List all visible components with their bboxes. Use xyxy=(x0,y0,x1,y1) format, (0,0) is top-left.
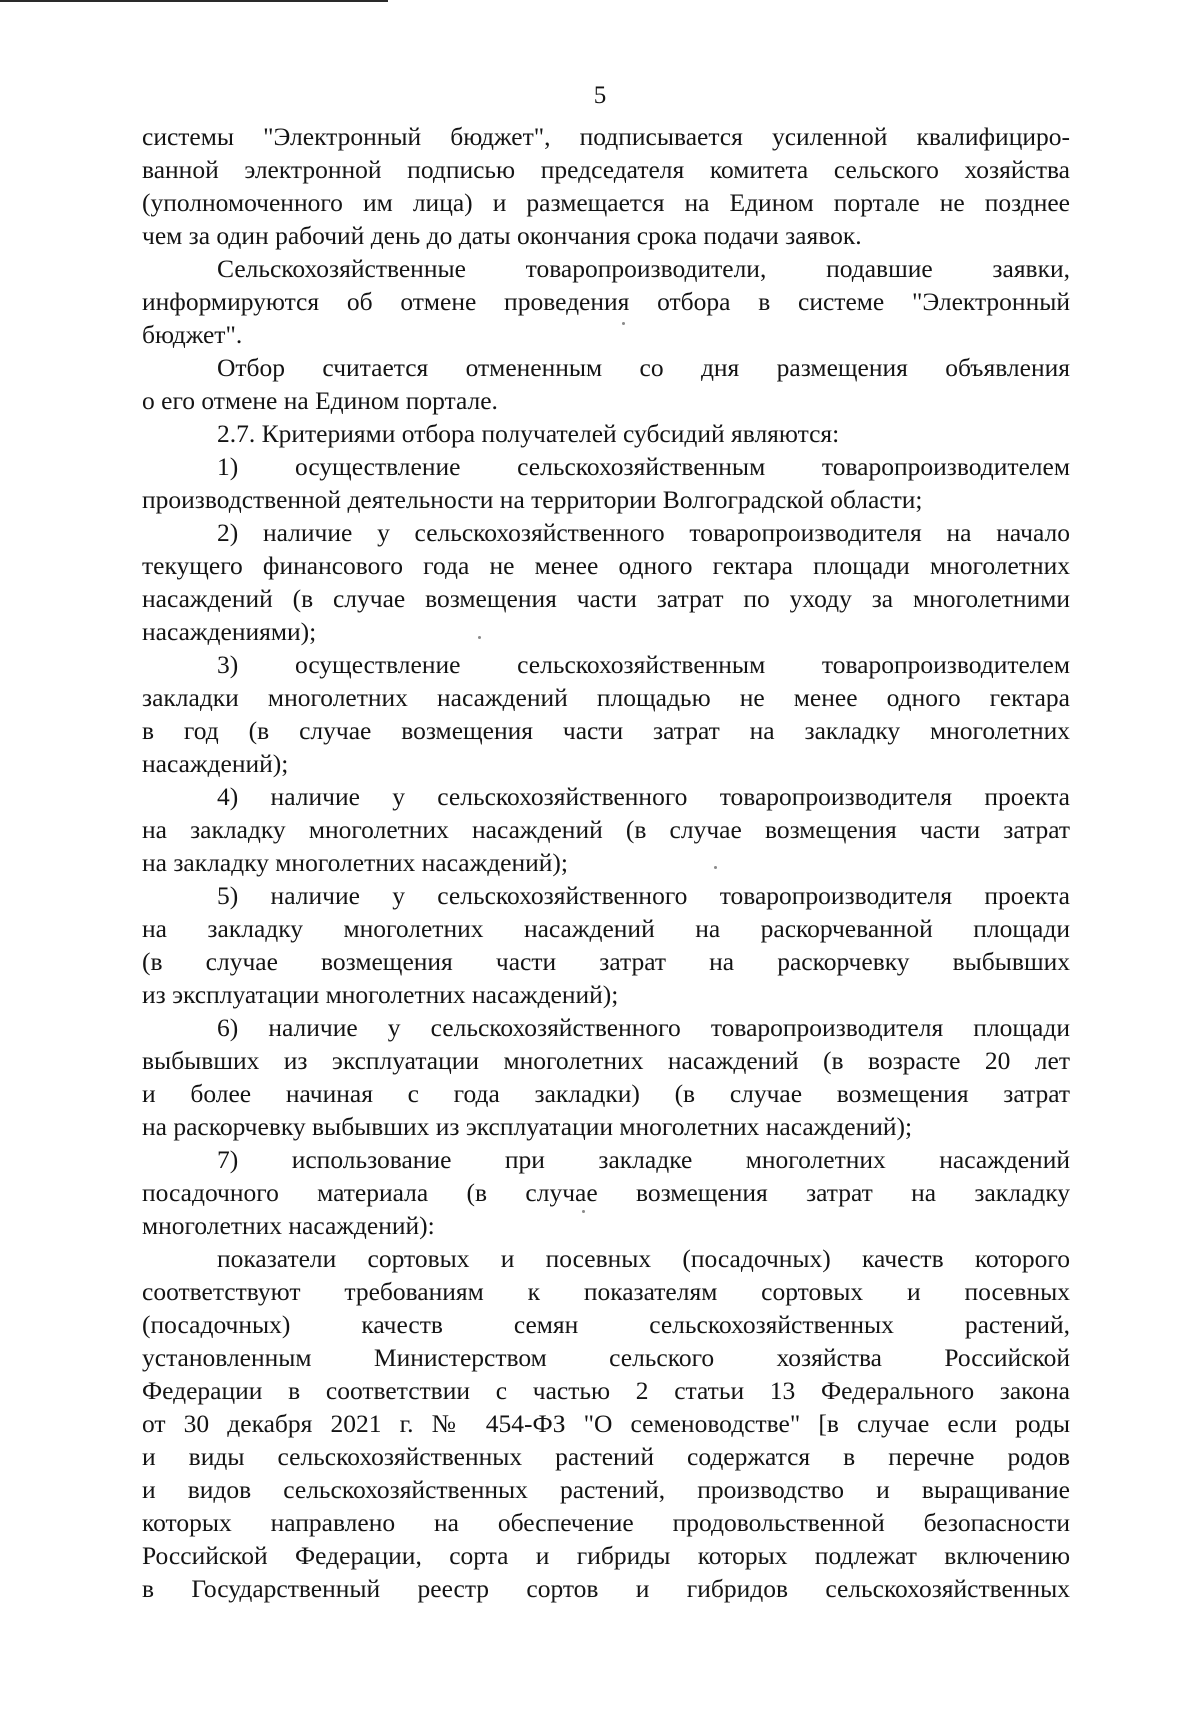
text-line: выбывших из эксплуатации многолетних насаждений (в возрасте 20 лет xyxy=(142,1046,1070,1075)
text-line: 1) осуществление сельскохозяйственным товаропроизводителем xyxy=(217,452,1070,481)
text-line: 7) использование при закладке многолетних насаждений xyxy=(217,1145,1070,1174)
text-line: о его отмене на Едином портале. xyxy=(142,386,498,415)
text-line: от 30 декабря 2021 г. № 454-ФЗ "О семеноводстве" [в случае если роды xyxy=(142,1409,1070,1438)
text-line: из эксплуатации многолетних насаждений); xyxy=(142,980,619,1009)
text-line: чем за один рабочий день до даты окончания срока подачи заявок. xyxy=(142,221,862,250)
text-line: насаждений); xyxy=(142,749,289,778)
page-number: 5 xyxy=(593,82,607,109)
text-line: 5) наличие у сельскохозяйственного товаропроизводителя проекта xyxy=(217,881,1070,910)
text-line: соответствуют требованиям к показателям сортовых и посевных xyxy=(142,1277,1070,1306)
text-line: 4) наличие у сельскохозяйственного товаропроизводителя проекта xyxy=(217,782,1070,811)
text-line: на закладку многолетних насаждений); xyxy=(142,848,569,877)
text-line: (посадочных) качеств семян сельскохозяйственных растений, xyxy=(142,1310,1070,1339)
scan-speck xyxy=(478,636,481,639)
text-line: 2) наличие у сельскохозяйственного товаропроизводителя на начало xyxy=(217,518,1070,547)
text-line: и видов сельскохозяйственных растений, производство и выращивание xyxy=(142,1475,1070,1504)
text-line: Отбор считается отмененным со дня размещения объявления xyxy=(217,353,1070,382)
text-line: на раскорчевку выбывших из эксплуатации многолетних насаждений); xyxy=(142,1112,913,1141)
text-line: посадочного материала (в случае возмещения затрат на закладку xyxy=(142,1178,1070,1207)
text-line: Российской Федерации, сорта и гибриды которых подлежат включению xyxy=(142,1541,1070,1570)
text-line: на закладку многолетних насаждений (в случае возмещения части затрат xyxy=(142,815,1070,844)
scan-speck xyxy=(714,866,717,869)
text-line: на закладку многолетних насаждений на раскорчеванной площади xyxy=(142,914,1070,943)
text-line: многолетних насаждений): xyxy=(142,1211,435,1240)
text-line: закладки многолетних насаждений площадью не менее одного гектара xyxy=(142,683,1070,712)
text-line: Федерации в соответствии с частью 2 статьи 13 Федерального закона xyxy=(142,1376,1070,1405)
scan-speck xyxy=(622,322,625,325)
text-line: системы "Электронный бюджет", подписывается усиленной квалифициро- xyxy=(142,122,1070,151)
text-line: (в случае возмещения части затрат на раскорчевку выбывших xyxy=(142,947,1070,976)
text-line: в Государственный реестр сортов и гибридов сельскохозяйственных xyxy=(142,1574,1070,1603)
text-line: текущего финансового года не менее одного гектара площади многолетних xyxy=(142,551,1070,580)
document-body xyxy=(142,120,1070,1605)
text-line: (уполномоченного им лица) и размещается на Едином портале не позднее xyxy=(142,188,1070,217)
text-line: 3) осуществление сельскохозяйственным товаропроизводителем xyxy=(217,650,1070,679)
text-line: которых направлено на обеспечение продовольственной безопасности xyxy=(142,1508,1070,1537)
text-line: и более начиная с года закладки) (в случае возмещения затрат xyxy=(142,1079,1070,1108)
scan-speck xyxy=(582,1210,585,1213)
text-line: бюджет". xyxy=(142,320,243,349)
scan-edge-line xyxy=(0,0,388,2)
text-line: информируются об отмене проведения отбора в системе "Электронный xyxy=(142,287,1070,316)
text-line: в год (в случае возмещения части затрат на закладку многолетних xyxy=(142,716,1070,745)
text-line: насаждений (в случае возмещения части затрат по уходу за многолетними xyxy=(142,584,1070,613)
text-line: 2.7. Критериями отбора получателей субсидий являются: xyxy=(217,419,840,448)
text-line: показатели сортовых и посевных (посадочных) качеств которого xyxy=(217,1244,1070,1273)
text-line: насаждениями); xyxy=(142,617,317,646)
text-line: ванной электронной подписью председателя комитета сельского хозяйства xyxy=(142,155,1070,184)
text-line: и виды сельскохозяйственных растений содержатся в перечне родов xyxy=(142,1442,1070,1471)
text-line: установленным Министерством сельского хозяйства Российской xyxy=(142,1343,1070,1372)
text-line: Сельскохозяйственные товаропроизводители, подавшие заявки, xyxy=(217,254,1070,283)
text-line: 6) наличие у сельскохозяйственного товаропроизводителя площади xyxy=(217,1013,1070,1042)
text-line: производственной деятельности на территории Волгоградской области; xyxy=(142,485,923,514)
